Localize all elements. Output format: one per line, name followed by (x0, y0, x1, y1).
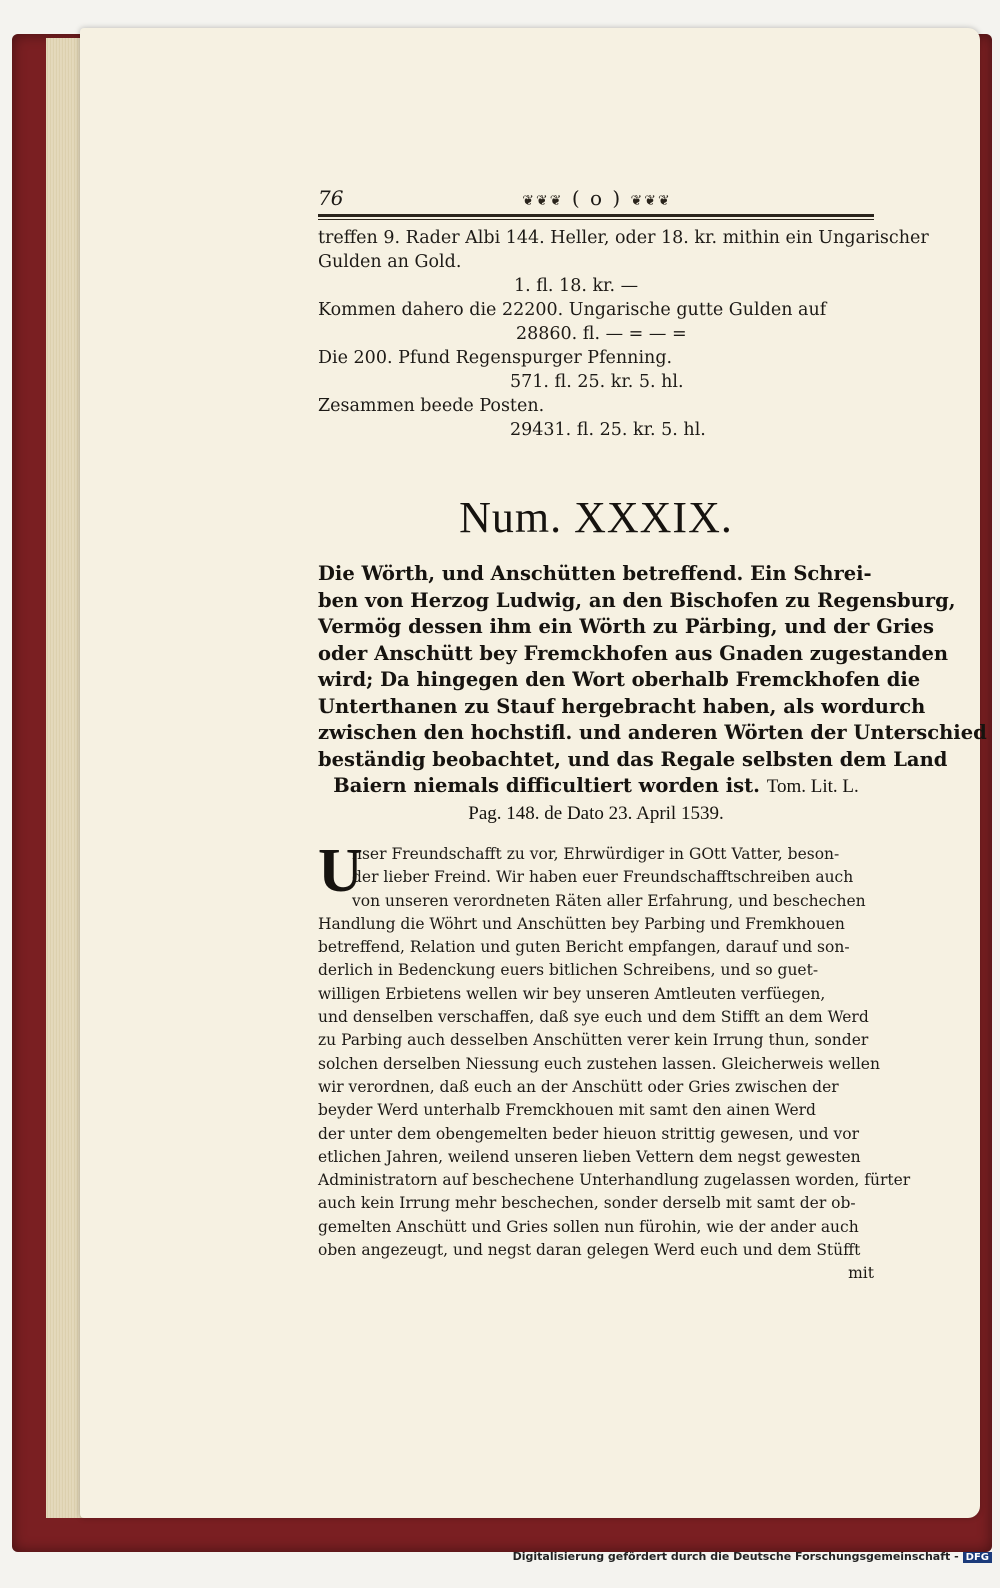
running-head (318, 186, 874, 212)
body-line: nser Freundschafft zu vor, Ehrwürdiger in GOtt Vatter, beson- (352, 845, 840, 863)
summary-line (318, 773, 874, 801)
text-line: Gulden an Gold. (318, 252, 462, 272)
body-line: wir verordnen, daß euch an der Anschütt oder Gries zwischen der (318, 1077, 839, 1096)
body-line: solchen derselben Niessung euch zustehen lassen. Gleicherweis wellen (318, 1054, 880, 1073)
section-summary (318, 561, 987, 827)
text-line: Zesammen beede Posten. (318, 396, 545, 416)
summary-line: Vermög dessen ihm ein Wörth zu Pärbing, und der Gries (318, 615, 934, 638)
summary-line: zwischen den hochstifl. und anderen Wörten der Unterschied (318, 721, 987, 744)
body-line: zu Parbing auch desselben Anschütten verer kein Irrung thun, sonder (318, 1031, 869, 1050)
drop-cap: U (318, 837, 363, 905)
header-ornament (504, 186, 690, 210)
amount-line: 1. fl. 18. kr. — (514, 276, 639, 296)
amount-line: 28860. fl. — = — = (516, 324, 687, 344)
body-line: der unter dem obengemelten beder hieuon strittig gewesen, und vor (318, 1124, 859, 1143)
source-reference-date: Pag. 148. de Dato 23. April 1539. (468, 802, 724, 824)
dfg-logo: DFG (963, 1552, 992, 1563)
summary-last-text: Baiern niemals difficultiert worden ist. (333, 774, 760, 797)
catchword: mit (848, 1264, 874, 1283)
summary-line: ben von Herzog Ludwig, an den Bischofen zu Regensburg, (318, 588, 956, 612)
body-line: auch kein Irrung mehr beschechen, sonder derselb mit samt der ob- (318, 1194, 856, 1213)
body-line: Administratorn auf beschechene Unterhandlung zugelassen worden, fürter (318, 1171, 911, 1190)
ornament-right-icon: ❦❦❦ (630, 193, 672, 209)
body-line: von unseren verordneten Räten aller Erfahrung, und beschechen (352, 891, 866, 910)
amount-line: 29431. fl. 25. kr. 5. hl. (510, 420, 706, 440)
summary-line: Unterthanen zu Stauf hergebracht haben, als wordurch (318, 694, 926, 718)
header-rule (318, 214, 874, 220)
summary-line: beständig beobachtet, und das Regale selbsten dem Land (318, 747, 948, 771)
source-reference: Tom. Lit. L. (766, 776, 859, 797)
page-content (318, 186, 987, 1286)
body-line: beyder Werd unterhalb Fremckhouen mit samt den ainen Werd (318, 1101, 816, 1120)
body-line: willigen Erbietens wellen wir bey unseren Amtleuten verfüegen, (318, 984, 826, 1003)
summary-line: Die Wörth, und Anschütten betreffend. Ein Schrei- (318, 562, 872, 585)
text-line: Die 200. Pfund Regenspurger Pfenning. (318, 348, 673, 368)
body-line: derlich in Bedenckung euers bitlichen Schreibens, und so guet- (318, 961, 819, 980)
ornament-left-icon: ❦❦❦ (522, 193, 564, 209)
amount-line: 571. fl. 25. kr. 5. hl. (510, 372, 684, 392)
body-line: oben angezeugt, und negst daran gelegen Werd euch und dem Stüfft (318, 1241, 861, 1260)
body-line: gemelten Anschütt und Gries sollen nun fürohin, wie der ander auch (318, 1217, 859, 1236)
credit-text: Digitalisierung gefördert durch die Deutsche Forschungsgemeinschaft - (512, 1550, 959, 1563)
header-center-mark: ( o ) (571, 186, 623, 210)
section-title: Num. XXXIX. (459, 493, 733, 542)
body-line: etlichen Jahren, weilend unseren lieben Vettern dem negst gewesten (318, 1147, 861, 1166)
body-line: Handlung die Wöhrt und Anschütten bey Parbing und Fremkhouen (318, 914, 845, 933)
text-line: Kommen dahero die 22200. Ungarische gutte Gulden auf (318, 300, 827, 320)
text-line: treffen 9. Rader Albi 144. Heller, oder 18. kr. mithin ein Ungarischer (318, 228, 929, 248)
letter-body (318, 837, 911, 1286)
body-line: und denselben verschaffen, daß sye euch und dem Stifft an dem Werd (318, 1008, 869, 1027)
body-line: betreffend, Relation und guten Bericht empfangen, darauf und son- (318, 938, 850, 957)
summary-line: wird; Da hingegen den Wort oberhalb Fremckhofen die (318, 668, 921, 691)
body-line: der lieber Freind. Wir haben euer Freundschafftschreiben auch (352, 868, 854, 887)
digitization-credit (513, 1550, 992, 1563)
page-number: 76 (318, 186, 344, 210)
summary-line: oder Anschütt bey Fremckhofen aus Gnaden zugestanden (318, 641, 949, 665)
